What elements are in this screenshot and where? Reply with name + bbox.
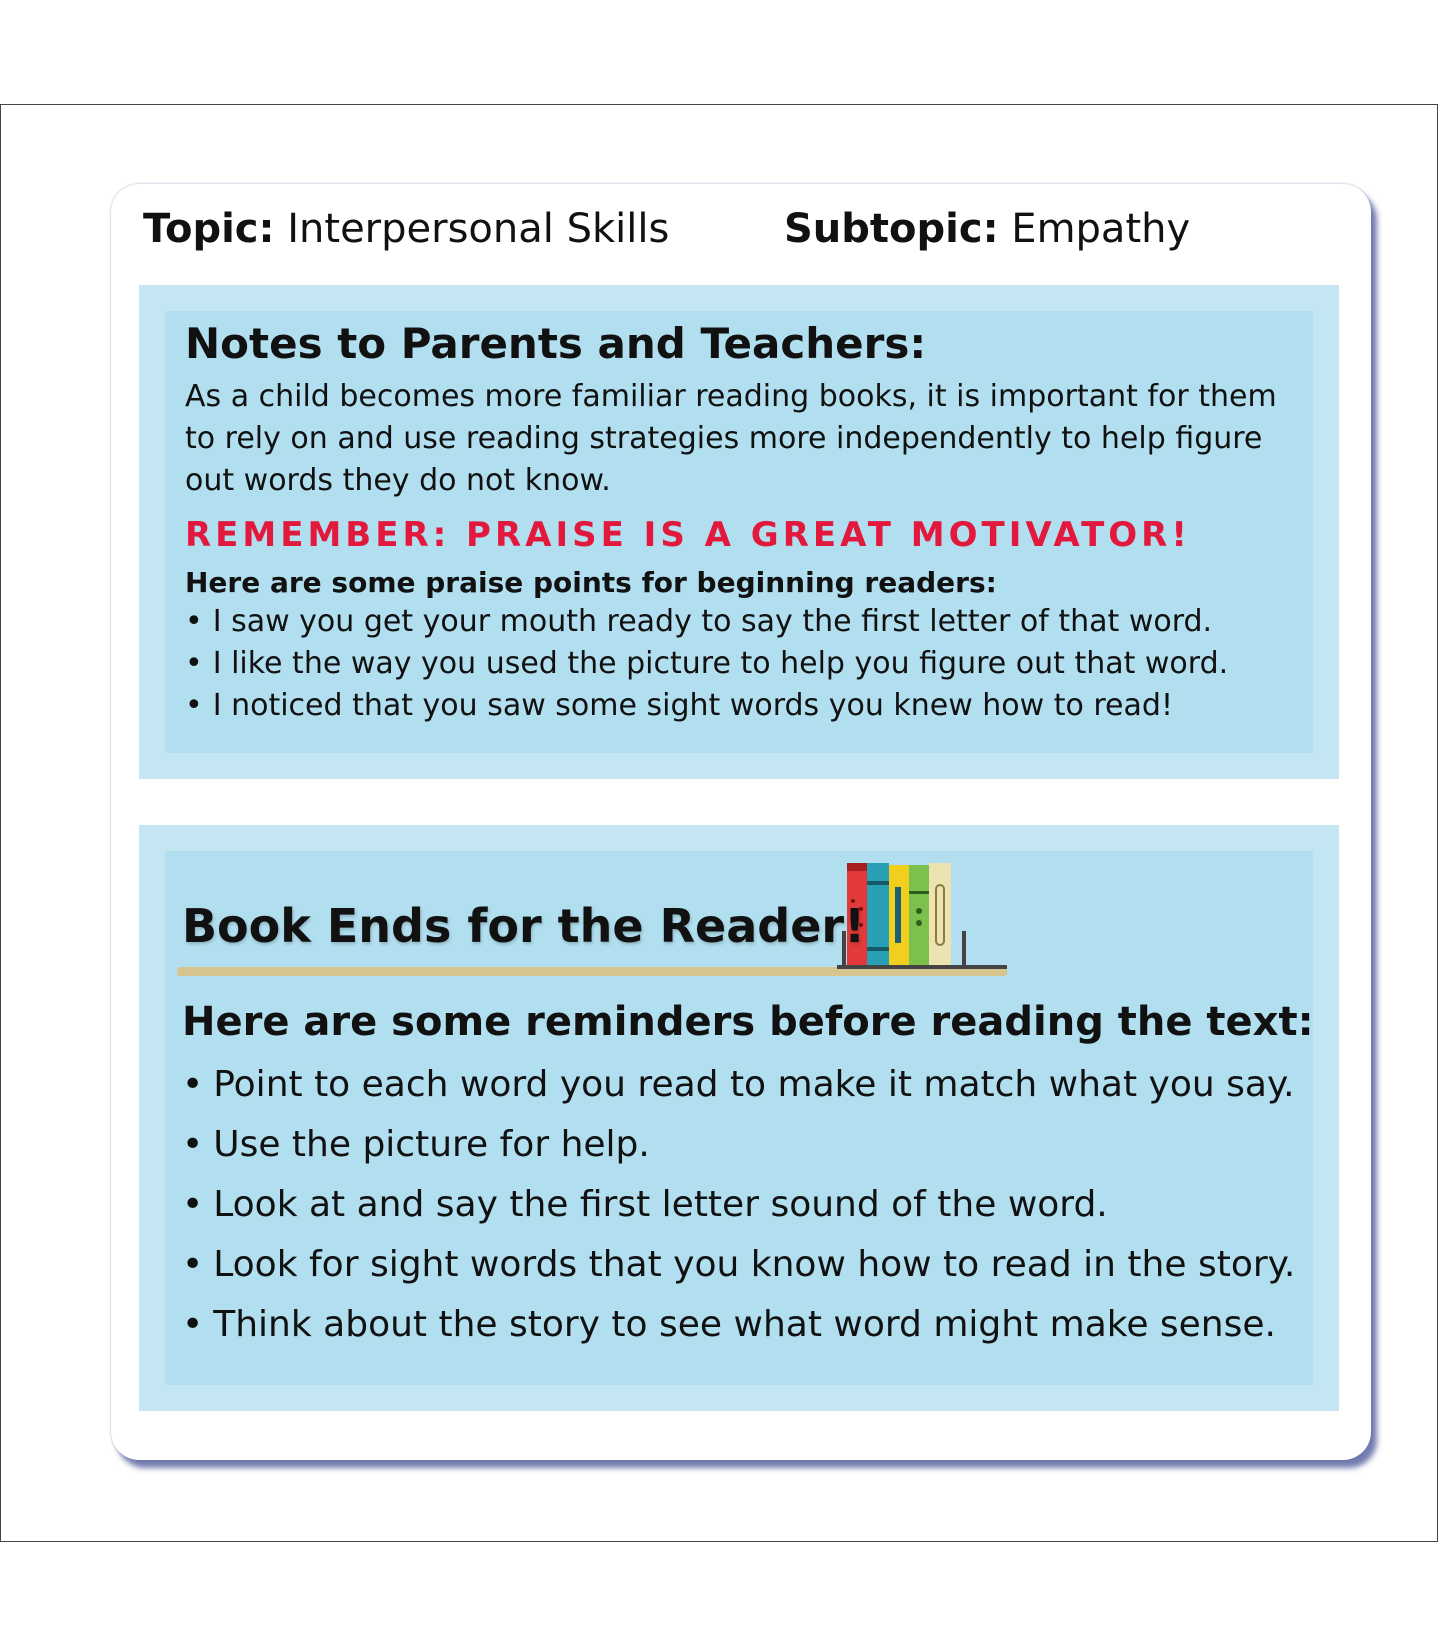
- bookend-right-icon: [962, 931, 966, 967]
- praise-point: [185, 643, 1228, 685]
- reminder-text: Point to each word you read to make it match what you say.: [213, 1064, 1295, 1105]
- reminder-item: [182, 1055, 1295, 1115]
- topic-value: Interpersonal Skills: [287, 206, 670, 252]
- book-ends-panel-inner: [165, 851, 1313, 1385]
- book-ends-panel: [139, 825, 1339, 1411]
- bullet-icon: •: [182, 1124, 204, 1165]
- subtopic-value: Empathy: [1011, 206, 1191, 252]
- topic-label: Topic:: [143, 206, 275, 252]
- reminders-title: Here are some reminders before reading the text:: [182, 999, 1314, 1045]
- reminder-text: Look for sight words that you know how to read in the story.: [213, 1244, 1296, 1285]
- subtopic-line: [784, 206, 1190, 252]
- info-card: [111, 184, 1371, 1460]
- reminder-item: [182, 1235, 1295, 1295]
- reminder-item: [182, 1175, 1295, 1235]
- notes-title: Notes to Parents and Teachers:: [185, 319, 927, 368]
- praise-intro: Here are some praise points for beginning readers:: [185, 566, 997, 599]
- notes-panel: [139, 285, 1339, 779]
- bullet-icon: •: [185, 688, 203, 723]
- book-ends-title: Book Ends for the Reader!: [182, 899, 866, 953]
- bullet-icon: •: [182, 1244, 204, 1285]
- notes-panel-inner: [165, 311, 1313, 753]
- praise-point: [185, 685, 1228, 727]
- notes-body: As a child becomes more familiar reading books, it is important for them to rely on and use reading strategies more independently to help figure out words they do not know.: [185, 379, 1277, 498]
- topic-line: [143, 206, 669, 252]
- reminder-text: Think about the story to see what word might make sense.: [213, 1304, 1276, 1345]
- subtopic-label: Subtopic:: [784, 206, 999, 252]
- reminder-text: Look at and say the first letter sound of the word.: [213, 1184, 1108, 1225]
- reminder-item: [182, 1115, 1295, 1175]
- reminder-text: Use the picture for help.: [213, 1124, 650, 1165]
- remember-banner: REMEMBER: PRAISE IS A GREAT MOTIVATOR!: [185, 515, 1191, 555]
- bullet-icon: •: [182, 1304, 204, 1345]
- praise-point-text: I like the way you used the picture to help you figure out that word.: [212, 646, 1229, 681]
- bullet-icon: •: [185, 604, 203, 639]
- bullet-icon: •: [182, 1064, 204, 1105]
- bullet-icon: •: [185, 646, 203, 681]
- reminders-list: [182, 1055, 1295, 1355]
- praise-point: [185, 601, 1228, 643]
- praise-list: [185, 601, 1228, 727]
- reminder-item: [182, 1295, 1295, 1355]
- praise-point-text: I saw you get your mouth ready to say the first letter of that word.: [212, 604, 1213, 639]
- bullet-icon: •: [182, 1184, 204, 1225]
- praise-point-text: I noticed that you saw some sight words you knew how to read!: [212, 688, 1173, 723]
